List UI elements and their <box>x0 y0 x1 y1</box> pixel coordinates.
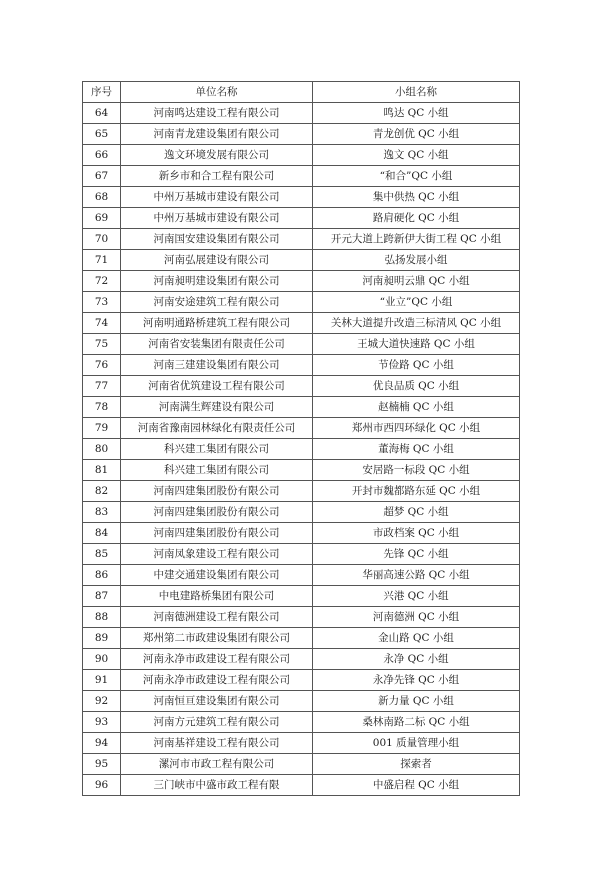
cell-serial-number: 70 <box>83 229 121 250</box>
cell-unit-name: 科兴建工集团有限公司 <box>121 439 313 460</box>
cell-serial-number: 76 <box>83 355 121 376</box>
cell-group-name: 郑州市西四环绿化 QC 小组 <box>313 418 520 439</box>
cell-group-name: 探索者 <box>313 754 520 775</box>
table-row <box>83 292 520 313</box>
cell-group-name: 安居路一标段 QC 小组 <box>313 460 520 481</box>
cell-serial-number: 93 <box>83 712 121 733</box>
cell-group-name: 永净先锋 QC 小组 <box>313 670 520 691</box>
cell-unit-name: 河南四建集团股份有限公司 <box>121 502 313 523</box>
cell-unit-name: 河南四建集团股份有限公司 <box>121 523 313 544</box>
cell-serial-number: 88 <box>83 607 121 628</box>
cell-unit-name: 河南凤象建设工程有限公司 <box>121 544 313 565</box>
cell-group-name: 逸文 QC 小组 <box>313 145 520 166</box>
cell-unit-name: 三门峡市中盛市政工程有限 <box>121 775 313 796</box>
table-row <box>83 208 520 229</box>
table-row <box>83 712 520 733</box>
qc-group-table <box>82 81 520 796</box>
table-row <box>83 754 520 775</box>
table-row <box>83 376 520 397</box>
cell-serial-number: 87 <box>83 586 121 607</box>
table-row <box>83 649 520 670</box>
cell-unit-name: 河南永净市政建设工程有限公司 <box>121 649 313 670</box>
cell-group-name: 董海梅 QC 小组 <box>313 439 520 460</box>
cell-unit-name: 漯河市市政工程有限公司 <box>121 754 313 775</box>
cell-unit-name: 中州万基城市建设有限公司 <box>121 187 313 208</box>
table-row <box>83 502 520 523</box>
cell-unit-name: 河南德洲建设工程有限公司 <box>121 607 313 628</box>
table-row <box>83 628 520 649</box>
cell-group-name: 开封市魏都路东延 QC 小组 <box>313 481 520 502</box>
cell-group-name: 青龙创优 QC 小组 <box>313 124 520 145</box>
cell-serial-number: 73 <box>83 292 121 313</box>
cell-serial-number: 95 <box>83 754 121 775</box>
cell-unit-name: 河南恒亘建设集团有限公司 <box>121 691 313 712</box>
table-row <box>83 523 520 544</box>
cell-group-name: 桑林南路二标 QC 小组 <box>313 712 520 733</box>
cell-unit-name: 河南四建集团股份有限公司 <box>121 481 313 502</box>
cell-serial-number: 65 <box>83 124 121 145</box>
table-row <box>83 103 520 124</box>
cell-unit-name: 中建交通建设集团有限公司 <box>121 565 313 586</box>
cell-group-name: 鸣达 QC 小组 <box>313 103 520 124</box>
cell-group-name: 赵楠楠 QC 小组 <box>313 397 520 418</box>
cell-serial-number: 71 <box>83 250 121 271</box>
cell-unit-name: 河南国安建设集团有限公司 <box>121 229 313 250</box>
cell-unit-name: 郑州第二市政建设集团有限公司 <box>121 628 313 649</box>
header-group-name: 小组名称 <box>313 82 520 103</box>
table-row <box>83 460 520 481</box>
table-row <box>83 187 520 208</box>
table-header-row <box>83 82 520 103</box>
cell-serial-number: 85 <box>83 544 121 565</box>
cell-unit-name: 河南基祥建设工程有限公司 <box>121 733 313 754</box>
table-row <box>83 334 520 355</box>
table-row <box>83 229 520 250</box>
table-row <box>83 355 520 376</box>
table-row <box>83 250 520 271</box>
cell-serial-number: 81 <box>83 460 121 481</box>
cell-serial-number: 82 <box>83 481 121 502</box>
table-row <box>83 145 520 166</box>
cell-serial-number: 92 <box>83 691 121 712</box>
cell-serial-number: 94 <box>83 733 121 754</box>
table-row <box>83 775 520 796</box>
cell-group-name: 先锋 QC 小组 <box>313 544 520 565</box>
cell-group-name: 王城大道快速路 QC 小组 <box>313 334 520 355</box>
cell-serial-number: 67 <box>83 166 121 187</box>
cell-unit-name: 河南安途建筑工程有限公司 <box>121 292 313 313</box>
cell-unit-name: 河南省安装集团有限责任公司 <box>121 334 313 355</box>
cell-unit-name: 河南永净市政建设工程有限公司 <box>121 670 313 691</box>
cell-unit-name: 河南弘展建设有限公司 <box>121 250 313 271</box>
cell-unit-name: 科兴建工集团有限公司 <box>121 460 313 481</box>
cell-unit-name: 河南鸣达建设工程有限公司 <box>121 103 313 124</box>
table-row <box>83 481 520 502</box>
table-row <box>83 733 520 754</box>
cell-serial-number: 66 <box>83 145 121 166</box>
cell-unit-name: 河南省优筑建设工程有限公司 <box>121 376 313 397</box>
table-row <box>83 418 520 439</box>
cell-serial-number: 91 <box>83 670 121 691</box>
cell-unit-name: 河南青龙建设集团有限公司 <box>121 124 313 145</box>
cell-group-name: 金山路 QC 小组 <box>313 628 520 649</box>
cell-unit-name: 河南省豫南园林绿化有限责任公司 <box>121 418 313 439</box>
cell-serial-number: 89 <box>83 628 121 649</box>
cell-unit-name: 河南明通路桥建筑工程有限公司 <box>121 313 313 334</box>
cell-serial-number: 64 <box>83 103 121 124</box>
cell-group-name: 优良品质 QC 小组 <box>313 376 520 397</box>
table-row <box>83 397 520 418</box>
cell-unit-name: 河南方元建筑工程有限公司 <box>121 712 313 733</box>
cell-group-name: 路肩硬化 QC 小组 <box>313 208 520 229</box>
cell-group-name: “和合”QC 小组 <box>313 166 520 187</box>
cell-unit-name: 河南满生辉建设有限公司 <box>121 397 313 418</box>
table-row <box>83 586 520 607</box>
cell-serial-number: 69 <box>83 208 121 229</box>
cell-serial-number: 86 <box>83 565 121 586</box>
cell-serial-number: 90 <box>83 649 121 670</box>
cell-unit-name: 中电建路桥集团有限公司 <box>121 586 313 607</box>
cell-group-name: 弘扬发展小组 <box>313 250 520 271</box>
table-row <box>83 166 520 187</box>
cell-unit-name: 河南昶明建设集团有限公司 <box>121 271 313 292</box>
cell-group-name: 节俭路 QC 小组 <box>313 355 520 376</box>
cell-group-name: 兴港 QC 小组 <box>313 586 520 607</box>
cell-group-name: 超梦 QC 小组 <box>313 502 520 523</box>
cell-group-name: 河南德洲 QC 小组 <box>313 607 520 628</box>
cell-unit-name: 逸文环境发展有限公司 <box>121 145 313 166</box>
cell-unit-name: 中州万基城市建设有限公司 <box>121 208 313 229</box>
cell-serial-number: 96 <box>83 775 121 796</box>
header-unit-name: 单位名称 <box>121 82 313 103</box>
cell-serial-number: 68 <box>83 187 121 208</box>
table-row <box>83 544 520 565</box>
table-row <box>83 124 520 145</box>
cell-serial-number: 77 <box>83 376 121 397</box>
table-row <box>83 313 520 334</box>
cell-serial-number: 78 <box>83 397 121 418</box>
table-row <box>83 670 520 691</box>
cell-serial-number: 75 <box>83 334 121 355</box>
cell-group-name: 开元大道上跨新伊大街工程 QC 小组 <box>313 229 520 250</box>
cell-group-name: 中盛启程 QC 小组 <box>313 775 520 796</box>
table-body <box>83 103 520 796</box>
cell-serial-number: 74 <box>83 313 121 334</box>
cell-group-name: 河南昶明云鼎 QC 小组 <box>313 271 520 292</box>
table-row <box>83 439 520 460</box>
cell-group-name: “业立”QC 小组 <box>313 292 520 313</box>
table-row <box>83 607 520 628</box>
cell-group-name: 永净 QC 小组 <box>313 649 520 670</box>
cell-unit-name: 河南三建建设集团有限公司 <box>121 355 313 376</box>
cell-serial-number: 79 <box>83 418 121 439</box>
cell-group-name: 关林大道提升改造三标清风 QC 小组 <box>313 313 520 334</box>
table-row <box>83 691 520 712</box>
header-serial-number: 序号 <box>83 82 121 103</box>
cell-group-name: 集中供热 QC 小组 <box>313 187 520 208</box>
cell-serial-number: 84 <box>83 523 121 544</box>
table-row <box>83 565 520 586</box>
cell-group-name: 001 质量管理小组 <box>313 733 520 754</box>
cell-group-name: 新力量 QC 小组 <box>313 691 520 712</box>
cell-serial-number: 80 <box>83 439 121 460</box>
cell-group-name: 华丽高速公路 QC 小组 <box>313 565 520 586</box>
cell-serial-number: 83 <box>83 502 121 523</box>
cell-serial-number: 72 <box>83 271 121 292</box>
table-row <box>83 271 520 292</box>
cell-unit-name: 新乡市和合工程有限公司 <box>121 166 313 187</box>
cell-group-name: 市政档案 QC 小组 <box>313 523 520 544</box>
